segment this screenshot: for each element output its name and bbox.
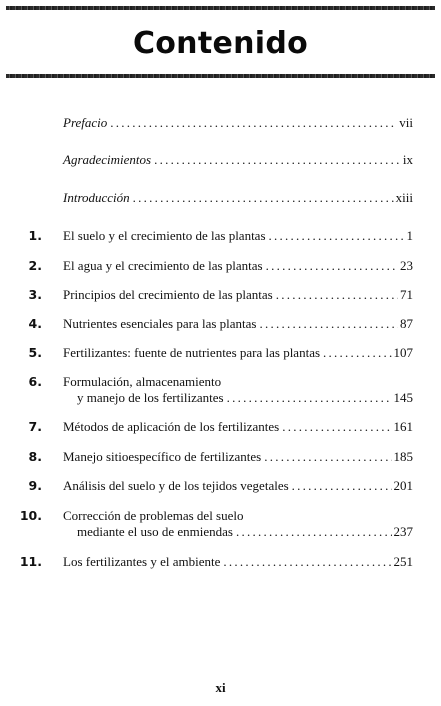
chapter-page: 201 xyxy=(393,478,413,493)
chapter-number: 5. xyxy=(28,345,42,360)
chapter-title-line-1: Formulación, almacenamiento xyxy=(63,374,222,389)
dot-leader xyxy=(269,228,405,243)
dot-leader xyxy=(223,554,391,569)
chapter-page: 71 xyxy=(400,287,413,302)
toc-entry-page: ix xyxy=(402,152,413,167)
chapter-title: Métodos de aplicación de los fertilizantes xyxy=(63,419,280,434)
dot-leader xyxy=(227,390,392,405)
dot-leader xyxy=(236,524,392,539)
chapter-page: 237 xyxy=(393,524,413,539)
toc-entry-page: vii xyxy=(399,115,413,130)
chapter-page: 161 xyxy=(393,419,413,434)
dot-leader xyxy=(154,152,401,167)
chapter-title-line-2: y manejo de los fertilizantes xyxy=(77,390,224,405)
toc-entry-page: xiii xyxy=(395,190,413,205)
chapter-title: Manejo sitioespecífico de fertilizantes xyxy=(63,449,262,464)
chapter-number: 9. xyxy=(28,478,42,493)
chapter-number: 4. xyxy=(28,316,42,331)
page-folio: xi xyxy=(215,680,226,695)
dot-leader xyxy=(259,316,398,331)
chapter-page: 87 xyxy=(400,316,413,331)
dot-leader xyxy=(292,478,392,493)
dot-leader xyxy=(266,258,398,273)
chapter-title-line-1: Corrección de problemas del suelo xyxy=(63,508,244,523)
chapter-page: 107 xyxy=(393,345,413,360)
dot-leader xyxy=(276,287,398,302)
chapter-number: 2. xyxy=(28,258,42,273)
chapter-number: 6. xyxy=(28,374,42,389)
dot-leader xyxy=(264,449,391,464)
bottom-decorative-rule xyxy=(6,74,435,78)
chapter-title: Fertilizantes: fuente de nutrientes para las plantas xyxy=(63,345,321,360)
chapter-number: 3. xyxy=(28,287,42,302)
chapter-title: Los fertilizantes y el ambiente xyxy=(63,554,221,569)
chapter-page: 145 xyxy=(393,390,413,405)
toc-entry-title: Agradecimientos xyxy=(63,152,152,167)
chapter-page: 23 xyxy=(400,258,413,273)
chapter-number: 8. xyxy=(28,449,42,464)
chapter-title-line-2: mediante el uso de enmiendas xyxy=(77,524,233,539)
chapter-number: 1. xyxy=(28,228,42,243)
chapter-number: 11. xyxy=(19,554,42,569)
dot-leader xyxy=(133,190,394,205)
dot-leader xyxy=(282,419,391,434)
chapter-title: El suelo y el crecimiento de las plantas xyxy=(63,228,266,243)
chapter-title: Principios del crecimiento de las plantas xyxy=(63,287,273,302)
chapter-page: 185 xyxy=(393,449,413,464)
chapter-page: 1 xyxy=(406,228,413,243)
dot-leader xyxy=(323,345,391,360)
top-decorative-rule xyxy=(6,6,435,10)
chapter-title: El agua y el crecimiento de las plantas xyxy=(63,258,263,273)
toc-entry-title: Introducción xyxy=(63,190,130,205)
chapter-page: 251 xyxy=(393,554,413,569)
toc-entry-title: Prefacio xyxy=(63,115,108,130)
page-title: Contenido xyxy=(132,26,309,61)
chapter-number: 10. xyxy=(19,508,42,523)
dot-leader xyxy=(110,115,397,130)
chapter-title: Análisis del suelo y de los tejidos vegetales xyxy=(63,478,289,493)
chapter-title: Nutrientes esenciales para las plantas xyxy=(63,316,257,331)
chapter-number: 7. xyxy=(28,419,42,434)
